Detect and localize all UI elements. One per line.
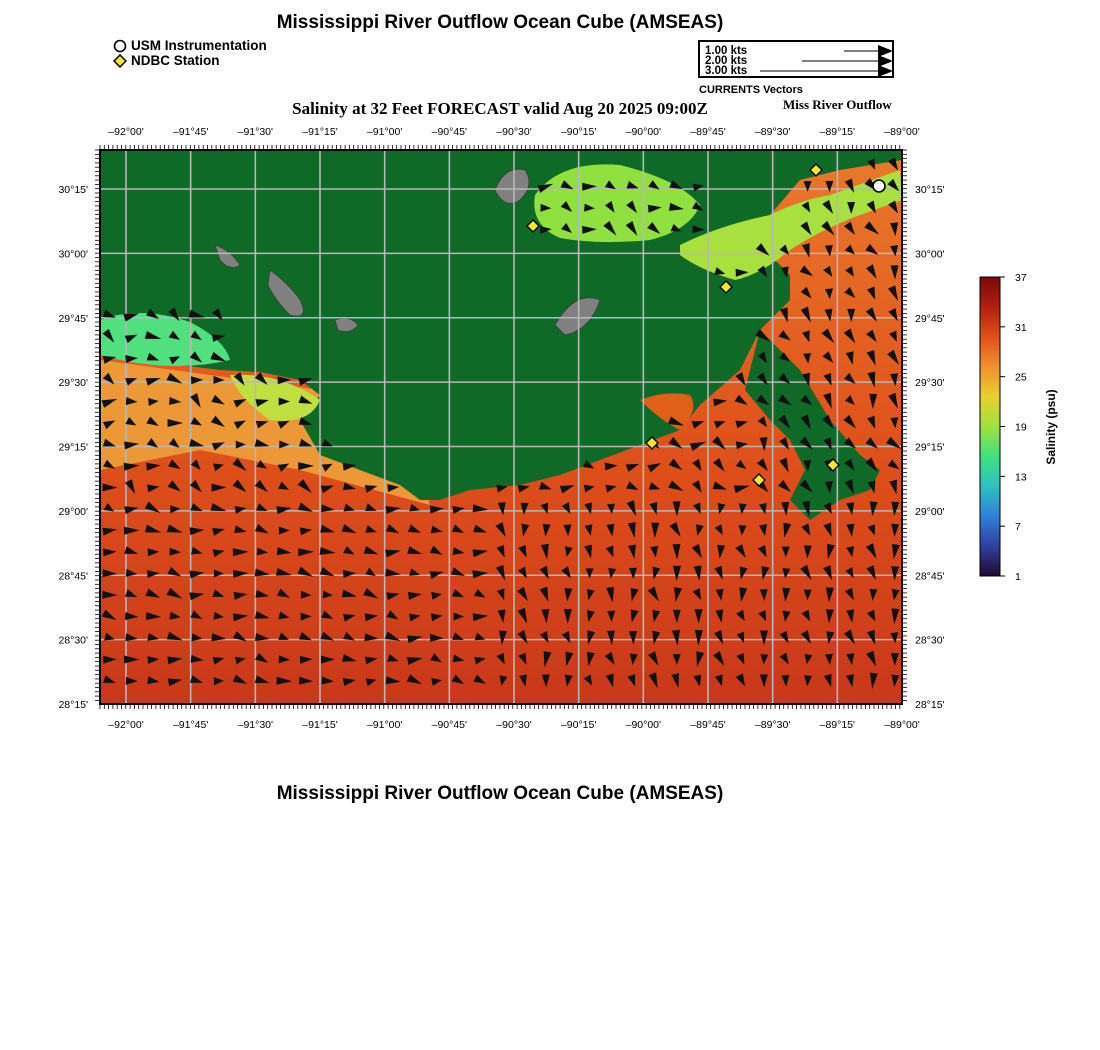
lon-tick-label: –91°00' xyxy=(366,126,403,138)
lat-tick-label: 30°00' xyxy=(915,248,945,261)
lon-tick-label: –91°15' xyxy=(302,126,338,138)
vector-key-caption: CURRENTS Vectors xyxy=(699,84,803,96)
legend-ndbc-label: NDBC Station xyxy=(131,53,220,68)
colorbar-label: Salinity (psu) xyxy=(1044,389,1058,465)
lat-labels-left xyxy=(58,184,88,711)
lat-tick-label: 29°45' xyxy=(915,312,945,325)
colorbar-tick-label: 25 xyxy=(1015,371,1027,384)
usm-instrument[interactable] xyxy=(873,180,885,192)
lat-tick-label: 30°15' xyxy=(915,184,945,196)
colorbar-tick-label: 7 xyxy=(1015,521,1021,534)
lat-tick-label: 29°30' xyxy=(915,377,945,390)
lat-tick-label: 30°15' xyxy=(58,184,88,196)
colorbar-tick-label: 37 xyxy=(1015,272,1027,284)
lon-tick-label: –90°00' xyxy=(625,719,662,731)
lon-tick-label: –89°15' xyxy=(819,719,856,731)
lat-tick-label: 28°30' xyxy=(915,634,945,647)
lon-labels-top xyxy=(108,126,919,138)
vector-key-label-2: 2.00 kts xyxy=(705,55,748,67)
lon-tick-label: –90°15' xyxy=(560,126,597,138)
colorbar-tick-label: 19 xyxy=(1015,421,1027,434)
lat-tick-label: 28°15' xyxy=(58,699,88,711)
map-area xyxy=(100,150,902,704)
lon-tick-label: –89°00' xyxy=(884,719,920,731)
lon-tick-label: –89°15' xyxy=(819,126,856,138)
colorbar-tick-label: 13 xyxy=(1015,471,1027,484)
lat-tick-label: 28°45' xyxy=(915,570,945,583)
lon-tick-label: –90°15' xyxy=(560,719,597,731)
page-title: Mississippi River Outflow Ocean Cube (AMSEAS) xyxy=(276,12,724,33)
vector-key-label-3: 3.00 kts xyxy=(705,65,748,77)
lat-labels-right xyxy=(915,184,945,711)
lat-tick-label: 28°45' xyxy=(58,570,88,583)
lon-tick-label: –91°45' xyxy=(172,126,209,138)
lon-tick-label: –92°00' xyxy=(108,126,144,138)
lon-tick-label: –89°00' xyxy=(884,126,920,138)
colorbar-tick-label: 1 xyxy=(1015,571,1021,583)
lon-tick-label: –90°30' xyxy=(496,719,532,731)
lon-tick-label: –91°45' xyxy=(172,719,209,731)
lat-tick-label: 29°15' xyxy=(58,441,88,454)
lon-labels-bottom xyxy=(108,719,919,731)
lon-tick-label: –91°15' xyxy=(302,719,338,731)
lon-tick-label: –91°00' xyxy=(366,719,403,731)
lon-tick-label: –90°00' xyxy=(625,126,662,138)
lon-tick-label: –90°45' xyxy=(431,126,468,138)
lat-tick-label: 28°15' xyxy=(915,699,945,711)
lon-tick-label: –89°30' xyxy=(754,126,791,138)
lat-tick-label: 29°30' xyxy=(58,377,88,390)
lon-tick-label: –92°00' xyxy=(108,719,144,731)
lon-tick-label: –91°30' xyxy=(237,126,274,138)
lon-tick-label: –89°45' xyxy=(690,719,726,731)
lat-tick-label: 28°30' xyxy=(58,634,88,647)
lon-tick-label: –89°45' xyxy=(690,126,726,138)
lon-tick-label: –90°45' xyxy=(431,719,468,731)
vector-key-label-1: 1.00 kts xyxy=(705,45,748,57)
legend-usm-label: USM Instrumentation xyxy=(131,38,267,53)
map-subtitle: Salinity at 32 Feet FORECAST valid Aug 20 2025 09:00Z xyxy=(292,99,708,118)
lon-tick-label: –91°30' xyxy=(237,719,274,731)
lat-tick-label: 29°15' xyxy=(915,441,945,454)
colorbar-ticks xyxy=(1000,272,1027,583)
colorbar-tick-label: 31 xyxy=(1015,321,1027,334)
lat-tick-label: 29°00' xyxy=(915,505,945,518)
lon-tick-label: –90°30' xyxy=(496,126,532,138)
lat-tick-label: 29°45' xyxy=(58,312,88,325)
colorbar xyxy=(980,272,1058,583)
lon-tick-label: –89°30' xyxy=(754,719,791,731)
region-label: Miss River Outflow xyxy=(783,97,892,112)
lat-tick-label: 30°00' xyxy=(58,248,88,261)
footer-title: Mississippi River Outflow Ocean Cube (AMSEAS) xyxy=(276,783,724,804)
lat-tick-label: 29°00' xyxy=(58,505,88,518)
colorbar-scale xyxy=(980,277,1000,576)
